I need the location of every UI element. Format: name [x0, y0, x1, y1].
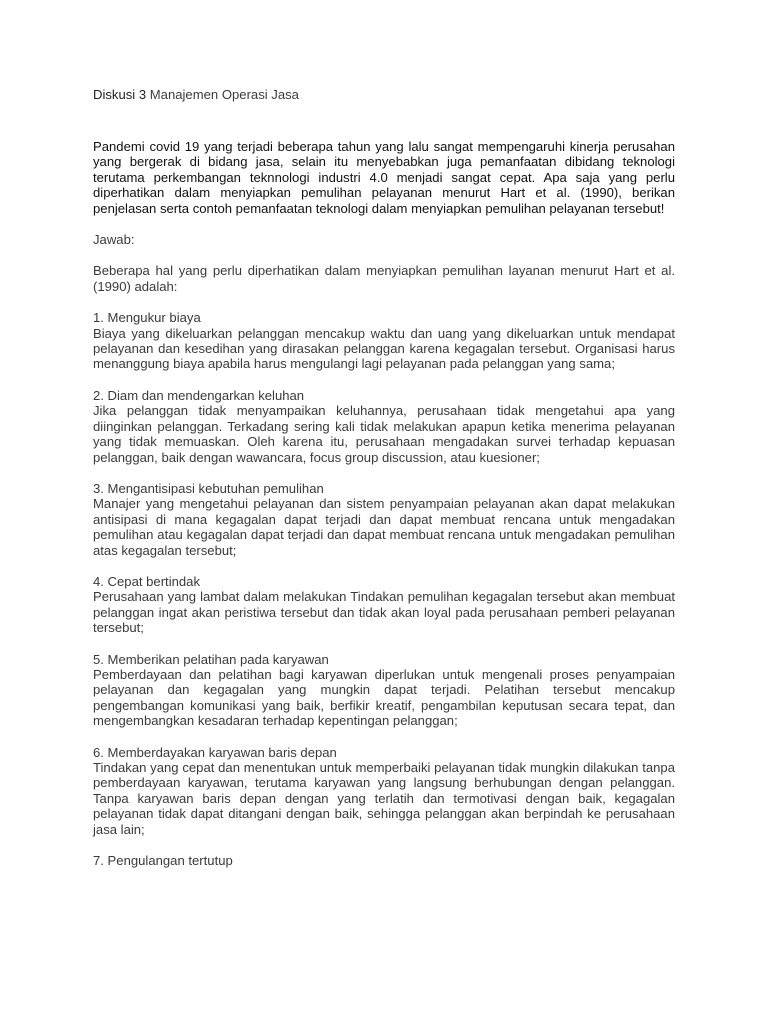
list-item-title: 1. Mengukur biaya — [93, 310, 201, 326]
list-item-3 — [93, 481, 675, 558]
list-item-6 — [93, 745, 675, 837]
list-item-7 — [93, 853, 675, 868]
document-page — [93, 87, 675, 868]
answer-intro: Beberapa hal yang perlu diperhatikan dalam menyiapkan pemulihan layanan menurut Hart et al. (1990) adalah: — [93, 263, 675, 294]
list-item-title: 3. Mengantisipasi kebutuhan pemulihan — [93, 480, 324, 496]
answer-label: Jawab: — [93, 232, 135, 248]
list-item-title: 4. Cepat bertindak — [93, 573, 201, 589]
list-item-body: Tindakan yang cepat dan menentukan untuk memperbaiki pelayanan tidak mungkin dilakukan tanpa pemberdayaan karyawan, terutama karyawan yang langsung berhubungan dengan pelanggan. Tanpa karyawan baris depan dengan yang terlatih dan termotivasi dengan baik, kegagalan pelayanan tidak dapat ditangani dengan baik, sehingga pelanggan akan berpindah ke perusahaan jasa lain; — [93, 760, 675, 837]
question-paragraph: Pandemi covid 19 yang terjadi beberapa tahun yang lalu sangat mempengaruhi kinerja perusahan yang bergerak di bidang jasa, selain itu menyebabkan juga pemanfaatan dibidang teknologi terutama perkembangan teknnologi industri 4.0 menjadi sangat cepat. Apa saja yang perlu diperhatikan dalam menyiapkan pemulihan pelayanan menurut Hart et al. (1990), berikan penjelasan serta contoh pemanfaatan teknologi dalam menyiapkan pemulihan pelayanan tersebut! — [93, 139, 675, 216]
list-item-5 — [93, 652, 675, 729]
list-item-4 — [93, 574, 675, 636]
title-prefix: Diskusi 3 — [93, 87, 147, 102]
list-item-title: 5. Memberikan pelatihan pada karyawan — [93, 651, 329, 667]
list-item-title: 6. Memberdayakan karyawan baris depan — [93, 744, 337, 760]
list-item-body: Biaya yang dikeluarkan pelanggan mencakup waktu dan uang yang dikeluarkan untuk mendapat pelayanan dan kesedihan yang dirasakan pelanggan karena kegagalan tersebut. Organisasi harus menanggung biaya apabila harus mengulangi lagi pelayanan pada pelanggan yang sama; — [93, 325, 675, 372]
list-item-body: Pemberdayaan dan pelatihan bagi karyawan diperlukan untuk mengenali proses penyampaian pelayanan dan kegagalan yang mungkin dapat terjadi. Pelatihan tersebut mencakup pengembangan komunikasi yang baik, berfikir kreatif, pengambilan keputusan secara tepat, dan mengembangkan kesadaran terhadap kepentingan pelanggan; — [93, 666, 675, 729]
list-item-body: Jika pelanggan tidak menyampaikan keluhannya, perusahaan tidak mengetahui apa yang diinginkan pelanggan. Terkadang sering kali tidak melakukan apapun ketika menerima pelayanan yang tidak memuaskan. Oleh karena itu, perusahaan mengadakan survei terhadap kepuasan pelanggan, baik dengan wawancara, focus group discussion, atau kuesioner; — [93, 403, 675, 465]
list-item-body: Manajer yang mengetahui pelayanan dan sistem penyampaian pelayanan akan dapat melakukan antisipasi di mana kegagalan dapat terjadi dan dapat membuat rencana untuk mengadakan pemulihan atau kegagalan dapat terjadi dan dapat membuat rencana untuk mengadakan pemulihan atas kegagalan tersebut; — [93, 496, 675, 558]
document-title — [93, 87, 675, 103]
list-item-body: Perusahaan yang lambat dalam melakukan Tindakan pemulihan kegagalan tersebut akan membuat pelanggan ingat akan peristiwa tersebut dan tidak akan loyal pada perusahaan pemberi pelayanan tersebut; — [93, 589, 675, 636]
list-item-2 — [93, 388, 675, 465]
title-subject: Manajemen Operasi Jasa — [149, 87, 299, 102]
list-item-title: 7. Pengulangan tertutup — [93, 853, 233, 869]
list-item-title: 2. Diam dan mendengarkan keluhan — [93, 387, 305, 403]
list-item-1 — [93, 310, 675, 372]
